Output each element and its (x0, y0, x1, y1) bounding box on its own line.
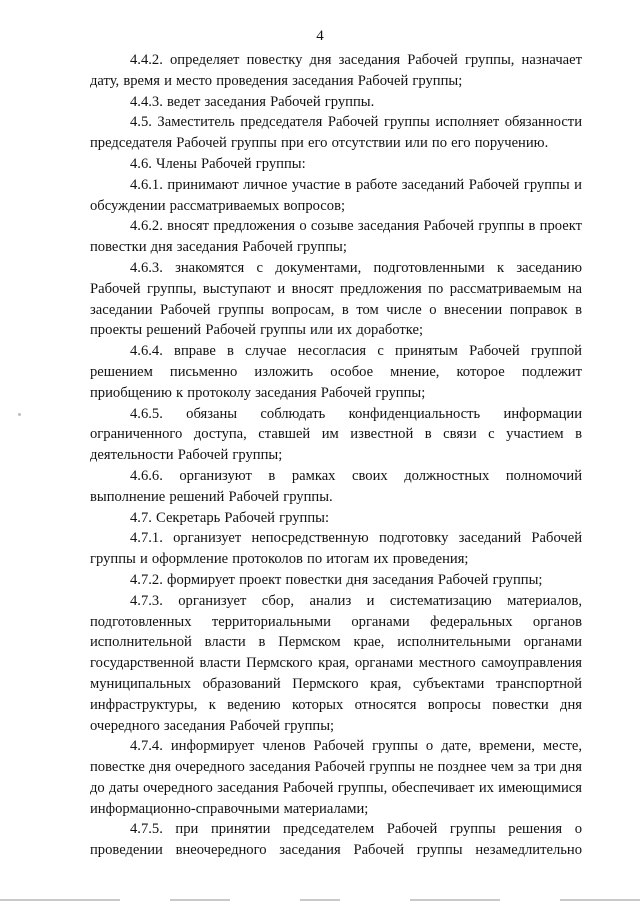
paragraph-4-6-3: 4.6.3. знакомятся с документами, подготовленными к заседанию Рабочей группы, выступают и вносят предложения по рассматриваемым на заседании Рабочей группы вопросам, в том числе о внесении поправок в проекты решений Рабочей группы или их доработке; (90, 259, 582, 339)
paragraph-4-4-3: 4.4.3. ведет заседания Рабочей группы. (130, 93, 375, 110)
scan-edge-marks (0, 895, 640, 905)
paragraph-4-6-5: 4.6.5. обязаны соблюдать конфиденциальность информации ограниченного доступа, ставшей им известной в связи с участием в деятельности Рабочей группы; (90, 405, 582, 464)
paragraph-4-7-4: 4.7.4. информирует членов Рабочей группы о дате, времени, месте, повестке дня очередного заседания Рабочей группы не позднее чем за три дня до даты очередного заседания Рабочей группы, обеспечивает их имеющимися информационно-справочными материалами; (90, 738, 582, 817)
paragraph-4-7-1: 4.7.1. организует непосредственную подготовку заседаний Рабочей группы и оформление протоколов по итогам их проведения; (90, 530, 582, 568)
paragraph-4-7-2: 4.7.2. формирует проект повестки дня заседания Рабочей группы; (130, 571, 543, 588)
paragraph-4-7-5: 4.7.5. при принятии председателем Рабочей группы решения о проведении внеочередного заседания Рабочей группы незамедлительно (90, 821, 582, 859)
document-body (90, 50, 582, 861)
paragraph-4-4-2: 4.4.2. определяет повестку дня заседания Рабочей группы, назначает дату, время и место проведения заседания Рабочей группы; (90, 52, 582, 89)
paragraph-4-6-4: 4.6.4. вправе в случае несогласия с принятым Рабочей группой решением письменно изложить особое мнение, которое подлежит приобщению к протоколу заседания Рабочей группы; (90, 343, 582, 401)
scan-speck (18, 413, 21, 416)
paragraph-4-7: 4.7. Секретарь Рабочей группы: (130, 509, 330, 526)
paragraph-4-6: 4.6. Члены Рабочей группы: (130, 155, 306, 172)
page-number: 4 (316, 28, 324, 44)
paragraph-4-6-6: 4.6.6. организуют в рамках своих должностных полномочий выполнение решений Рабочей группы. (90, 467, 582, 505)
paragraph-4-6-1: 4.6.1. принимают личное участие в работе заседаний Рабочей группы и обсуждении рассматриваемых вопросов; (90, 176, 582, 214)
paragraph-4-7-3: 4.7.3. организует сбор, анализ и систематизацию материалов, подготовленных территориальными органами федеральных органов исполнительной власти в Пермском крае, исполнительными органами государственной власти Пермского края, органами местного самоуправления муниципальных образований Пермского края, субъектами транспортной инфраструктуры, к ведению которых относятся вопросы повестки дня очередного заседания Рабочей группы; (90, 592, 582, 734)
paragraph-4-5: 4.5. Заместитель председателя Рабочей группы исполняет обязанности председателя Рабочей группы при его отсутствии или по его поручению. (90, 114, 582, 152)
paragraph-4-6-2: 4.6.2. вносят предложения о созыве заседания Рабочей группы в проект повестки дня заседания Рабочей группы; (90, 218, 582, 256)
